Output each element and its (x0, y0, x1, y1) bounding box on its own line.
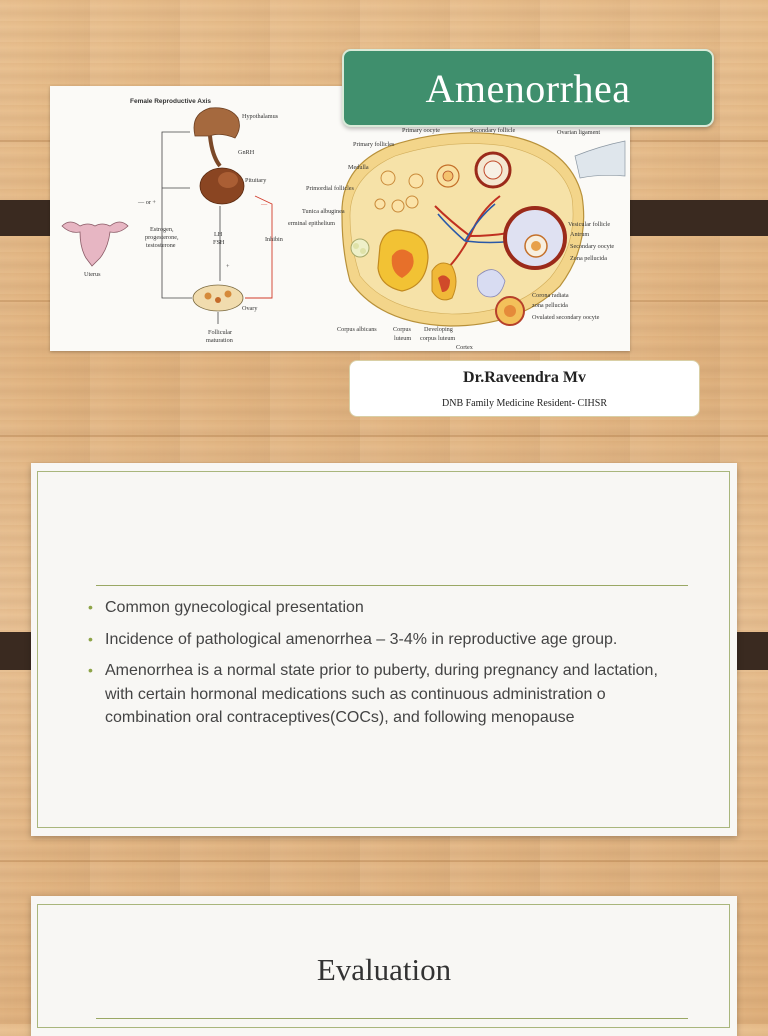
follicle-antrum (484, 161, 502, 179)
pituitary-stalk (210, 136, 220, 166)
label-zona-pellucida-2: zona pellucida (532, 302, 568, 309)
author-name: Dr.Raveendra Mv (463, 369, 586, 386)
ovarian-ligament-shape (575, 141, 625, 178)
dark-band-right (630, 200, 768, 236)
bullet-text: Amenorrhea is a normal state prior to puberty, during pregnancy and lactation, with certain hormonal medications such as continuous administration o combination oral contraceptives(COCs), and following menopause (105, 662, 658, 726)
label-fsh: FSH (213, 239, 225, 246)
label-vesicular-follicle: Vesicular follicle (568, 221, 611, 228)
label-tunica-albuginea: Tunica albuginea (302, 208, 345, 215)
bullet-list (88, 596, 675, 738)
label-inhibin: Inhibin (265, 236, 283, 243)
label-corona-radiata: Corona radiata (532, 292, 569, 299)
label-minus-or-plus: — or + (138, 199, 156, 206)
label-estrogen-3: testosterone (146, 242, 176, 249)
author-role: DNB Family Medicine Resident- CIHSR (442, 398, 607, 409)
uterus-shape (62, 222, 128, 266)
label-ovary: Ovary (242, 305, 258, 312)
label-ovulated-oocyte: Ovulated secondary oocyte (532, 314, 600, 321)
ovary-follicle (215, 297, 221, 303)
label-zona-pellucida: Zona pellucida (570, 255, 607, 262)
slide-divider (96, 585, 688, 586)
slide-evaluation (31, 896, 737, 1036)
pituitary-highlight (218, 172, 238, 188)
slide-title: Amenorrhea (425, 65, 631, 111)
ovary-follicle (225, 291, 232, 298)
wood-grain-line (0, 860, 768, 862)
ovary-follicle (205, 293, 212, 300)
label-ovarian-ligament: Ovarian ligament (557, 129, 601, 136)
label-pituitary: Pituitary (245, 177, 267, 184)
bullet-text: Common gynecological presentation (105, 599, 364, 616)
feedback-loop-left (162, 132, 192, 298)
label-primary-oocyte: Primary oocyte (402, 127, 440, 134)
dark-band-left (0, 200, 50, 236)
label-follicular-2: maturation (206, 337, 233, 344)
label-minus: — (261, 201, 268, 208)
label-corpus-luteum-1: Corpus (393, 326, 411, 333)
primordial-follicle (392, 200, 404, 212)
author-card (349, 360, 700, 417)
label-secondary-follicle: Secondary follicle (470, 127, 516, 134)
label-germinal-epithelium: erminal epithelium (288, 220, 335, 227)
oocyte-nucleus (531, 241, 541, 251)
label-corpus-albicans: Corpus albicans (337, 326, 377, 333)
slide-divider (96, 1018, 688, 1019)
slide-intro (31, 463, 737, 836)
primary-follicle (406, 196, 418, 208)
bullet-text: Incidence of pathological amenorrhea – 3-4% in reproductive age group. (105, 630, 618, 648)
bullet-item (88, 659, 675, 730)
label-developing-1: Developing (424, 326, 453, 333)
primordial-follicle (381, 171, 395, 185)
bullet-dot-icon: • (88, 599, 93, 615)
follicle-oocyte (443, 171, 453, 181)
primordial-follicle (375, 199, 385, 209)
label-lh: LH (214, 231, 223, 238)
bullet-dot-icon: • (88, 662, 93, 678)
label-estrogen-1: Estrogen, (150, 226, 174, 233)
label-corpus-luteum-2: luteum (394, 335, 412, 342)
bullet-item (88, 596, 675, 620)
label-plus: + (226, 263, 230, 270)
corpus-albicans-detail (353, 243, 359, 249)
title-banner (342, 49, 714, 127)
label-medulla: Medulla (348, 164, 369, 171)
evaluation-title: Evaluation (316, 952, 452, 987)
label-cortex: Cortex (456, 344, 473, 351)
label-developing-2: corpus luteum (420, 335, 456, 342)
label-antrum: Antrum (570, 231, 590, 238)
label-primary-follicles: Primary follicles (353, 141, 395, 148)
inhibin-loop (245, 196, 272, 298)
label-secondary-oocyte: Secondary oocyte (570, 243, 615, 250)
wood-grain-line (0, 435, 768, 437)
bullet-item (88, 628, 675, 652)
label-follicular-1: Follicular (208, 329, 233, 336)
label-gnrh: GnRH (238, 149, 255, 156)
bullet-dot-icon: • (88, 630, 93, 647)
ovulated-oocyte-core (504, 305, 516, 317)
axis-heading: Female Reproductive Axis (130, 98, 212, 105)
label-estrogen-2: progesterone, (145, 234, 179, 241)
label-hypothalamus: Hypothalamus (242, 113, 279, 120)
hypothalamus-shape (194, 108, 239, 138)
primary-follicle (409, 174, 423, 188)
label-primordial-follicles: Primordial follicles (306, 185, 354, 192)
corpus-albicans-detail (360, 248, 366, 254)
label-uterus: Uterus (84, 271, 101, 278)
corpus-albicans-shape (351, 239, 369, 257)
